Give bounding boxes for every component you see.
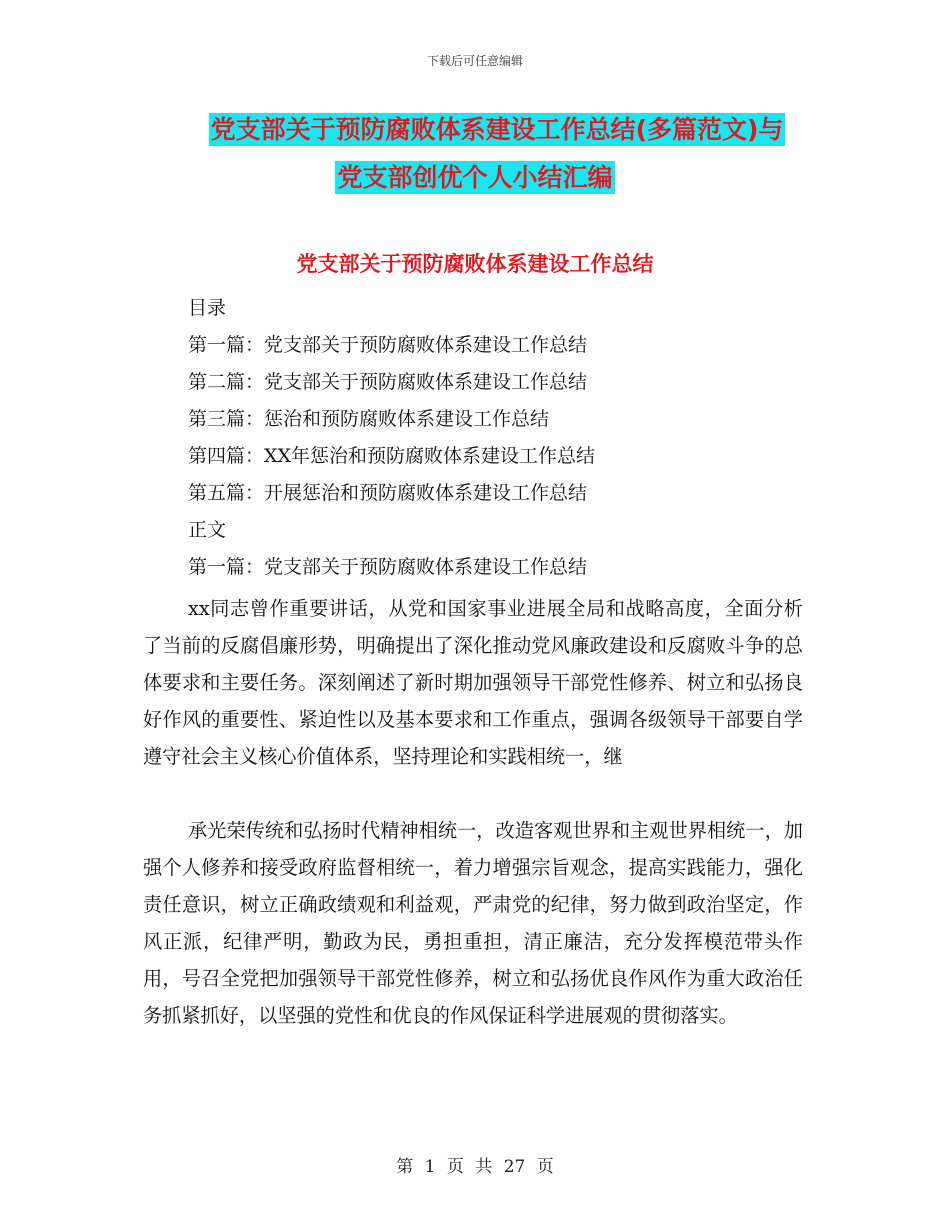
- title-line-1: 党支部关于预防腐败体系建设工作总结(多篇范文)与: [210, 115, 784, 144]
- toc-item: 第五篇：开展惩治和预防腐败体系建设工作总结: [188, 482, 588, 504]
- document-title: [0, 106, 950, 202]
- section-title: 党支部关于预防腐败体系建设工作总结: [296, 252, 654, 276]
- toc-item: 第一篇：党支部关于预防腐败体系建设工作总结: [188, 334, 588, 356]
- title-line-2: 党支部创优个人小结汇编: [337, 163, 613, 192]
- table-of-contents: [188, 290, 595, 586]
- toc-item: 第三篇：惩治和预防腐败体系建设工作总结: [188, 408, 550, 430]
- toc-item: 第四篇：XX年惩治和预防腐败体系建设工作总结: [188, 445, 596, 467]
- first-section-heading: 第一篇：党支部关于预防腐败体系建设工作总结: [188, 556, 588, 578]
- header-note: 下载后可任意编辑: [426, 54, 523, 68]
- body-paragraph: xx同志曾作重要讲话，从党和国家事业进展全局和战略高度，全面分析了当前的反腐倡廉形势，明确提出了深化推动党风廉政建设和反腐败斗争的总体要求和主要任务。深刻阐述了新时期加强领导干部党性修养、树立和弘扬良好作风的重要性、紧迫性以及基本要求和工作重点，强调各级领导干部要自学遵守社会主义核心价值体系，坚持理论和实践相统一，继: [143, 597, 803, 768]
- toc-item: 第二篇：党支部关于预防腐败体系建设工作总结: [188, 371, 588, 393]
- page-footer: 第 1 页 共 27 页: [396, 1157, 554, 1177]
- body-label: 正文: [188, 519, 227, 541]
- body-paragraph: 承光荣传统和弘扬时代精神相统一，改造客观世界和主观世界相统一，加强个人修养和接受政府监督相统一，着力增强宗旨观念，提高实践能力，强化责任意识，树立正确政绩观和利益观，严肃党的纪律，努力做到政治坚定，作风正派，纪律严明，勤政为民，勇担重担，清正廉洁，充分发挥模范带头作用，号召全党把加强领导干部党性修养，树立和弘扬优良作风作为重大政治任务抓紧抓好，以坚强的党性和优良的作风保证科学进展观的贯彻落实。: [143, 819, 803, 1027]
- toc-heading: 目录: [188, 297, 227, 319]
